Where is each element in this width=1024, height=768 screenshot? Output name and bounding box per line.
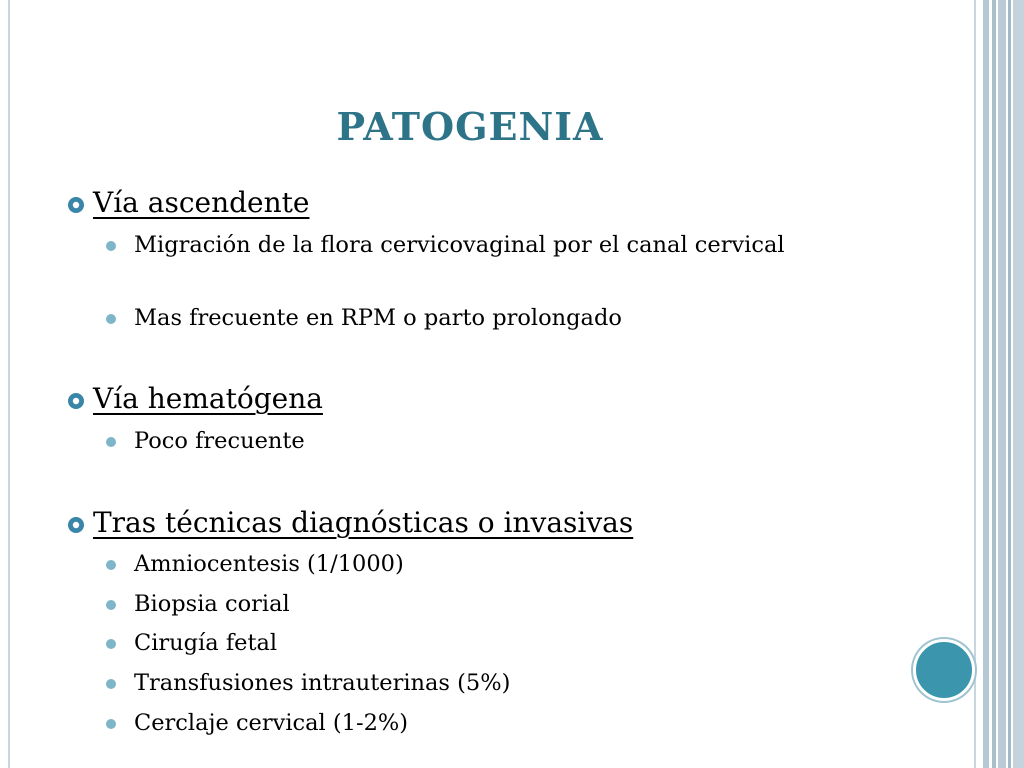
right-stripe <box>983 0 989 768</box>
section-heading: Vía hematógena <box>93 382 323 415</box>
list-item-text: Cirugía fetal <box>134 630 278 656</box>
ring-bullet-icon <box>66 391 86 411</box>
slide-title: PATOGENIA <box>336 104 604 149</box>
dot-bullet-icon <box>106 600 116 610</box>
section-heading: Vía ascendente <box>93 186 310 219</box>
dot-bullet-icon <box>106 437 116 447</box>
list-item-text: Poco frecuente <box>134 428 305 454</box>
right-stripe <box>1008 0 1011 768</box>
list-item-text: Biopsia corial <box>134 591 290 617</box>
list-item-text: Mas frecuente en RPM o parto prolongado <box>134 305 622 331</box>
dot-bullet-icon <box>106 314 116 324</box>
list-item-text: Transfusiones intrauterinas (5%) <box>134 670 511 696</box>
right-stripe <box>974 0 976 768</box>
right-stripe <box>998 0 1006 768</box>
ring-bullet-icon <box>66 195 86 215</box>
dot-bullet-icon <box>106 560 116 570</box>
section-heading: Tras técnicas diagnósticas o invasivas <box>93 506 634 539</box>
list-item-text: Migración de la flora cervicovaginal por el canal cervical <box>134 232 785 258</box>
dot-bullet-icon <box>106 241 116 251</box>
right-stripe <box>1013 0 1024 768</box>
list-item-text: Amniocentesis (1/1000) <box>134 551 404 577</box>
dot-bullet-icon <box>106 639 116 649</box>
right-stripe <box>992 0 996 768</box>
decorative-circle <box>913 639 975 701</box>
dot-bullet-icon <box>106 719 116 729</box>
dot-bullet-icon <box>106 679 116 689</box>
list-item-text: Cerclaje cervical (1-2%) <box>134 710 409 736</box>
ring-bullet-icon <box>66 515 86 535</box>
